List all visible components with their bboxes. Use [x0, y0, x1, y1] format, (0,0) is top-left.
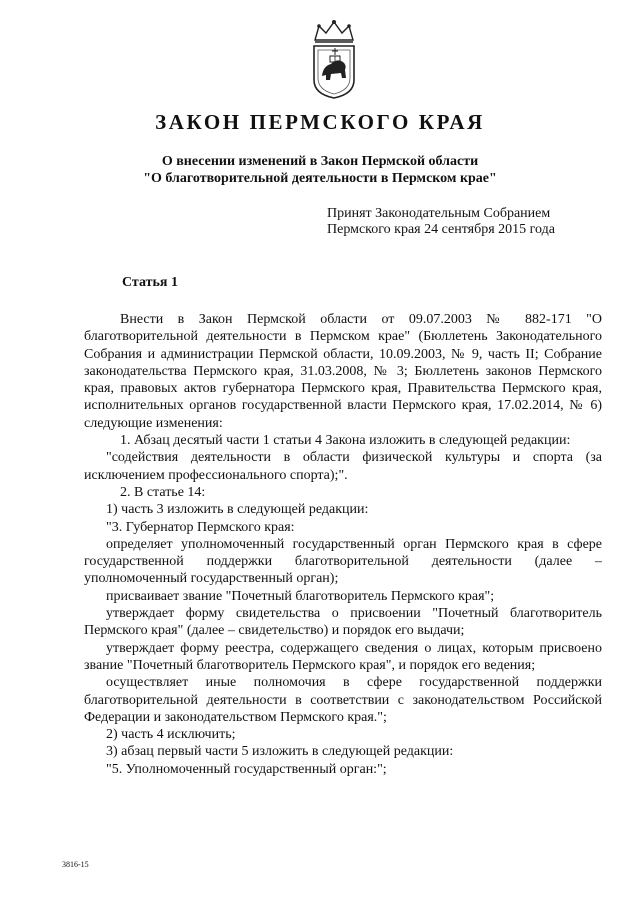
paragraph: Внести в Закон Пермской области от 09.07.2003 № 882-171 "О благотворительной деятельности в Пермском крае" (Бюллетень Законодательного Собрания и администрации Пермской области, 10.09.2003, № 9, часть II; Собрание законодательства Пермского края, 31.03.2008, № 3; Бюллетень законов Пермского края, правовых актов губернатора Пермского края, Правительства Пермского края, исполнительных органов государственной власти Пермского края, 17.02.2014, № 6) следующие изменения:: [84, 312, 602, 431]
paragraph: 3) абзац первый части 5 изложить в следующей редакции:: [106, 744, 454, 760]
document-code: 3816-15: [62, 860, 89, 869]
paragraph: осуществляет иные полномочия в сфере государственной поддержки благотворительной деятельности в соответствии с законодательством Российской Федерации и законодательством Пермского края.";: [84, 675, 602, 725]
paragraph: "содействия деятельности в области физической культуры и спорта (за исключением профессионального спорта);".: [84, 450, 602, 483]
article-body: [84, 311, 602, 778]
paragraph: 1) часть 3 изложить в следующей редакции:: [106, 502, 369, 518]
paragraph: 2) часть 4 исключить;: [106, 727, 236, 743]
adoption-line-1: Принят Законодательным Собранием: [327, 206, 551, 221]
article-heading: Статья 1: [122, 275, 178, 290]
paragraph: "5. Уполномоченный государственный орган:";: [106, 761, 387, 777]
paragraph: 2. В статье 14:: [120, 484, 206, 500]
law-title: ЗАКОН ПЕРМСКОГО КРАЯ: [155, 110, 485, 134]
paragraph: 1. Абзац десятый части 1 статьи 4 Закона изложить в следующей редакции:: [120, 433, 571, 449]
subtitle-line-2: "О благотворительной деятельности в Пермском крае": [143, 171, 497, 186]
perm-krai-coat-of-arms-icon: [301, 18, 367, 100]
adoption-note: [327, 206, 617, 238]
paragraph: определяет уполномоченный государственный орган Пермского края в сфере государственной поддержки благотворительной деятельности (далее – уполномоченный государственный орган);: [84, 536, 602, 587]
adoption-line-2: Пермского края 24 сентября 2015 года: [327, 222, 555, 237]
paragraph: "3. Губернатор Пермского края:: [106, 519, 295, 535]
paragraph: утверждает форму реестра, содержащего сведения о лицах, которым присвоено звание "Почетный благотворитель Пермского края", и порядок его ведения;: [84, 640, 602, 673]
subtitle-line-1: О внесении изменений в Закон Пермской области: [161, 154, 479, 169]
paragraph: присваивает звание "Почетный благотворитель Пермского края";: [106, 588, 495, 604]
paragraph: утверждает форму свидетельства о присвоении "Почетный благотворитель Пермского края" (далее – свидетельство) и порядок его выдачи;: [84, 606, 602, 639]
law-subtitle: [0, 153, 640, 187]
